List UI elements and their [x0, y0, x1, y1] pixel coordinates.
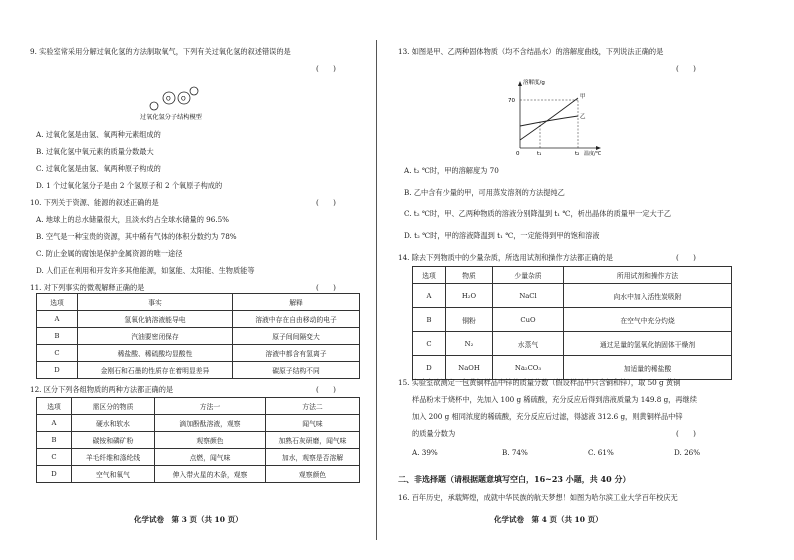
- q14-stem: 14. 除去下列物质中的少量杂质，所选用试剂和操作方法都正确的是: [398, 253, 613, 262]
- header-cell: 方法一: [155, 398, 266, 415]
- table-cell: C: [37, 449, 72, 466]
- table-row: [37, 432, 360, 449]
- table-cell: 加熟石灰研磨，闻气味: [266, 432, 360, 449]
- table-row: [413, 332, 732, 356]
- q10-answer-paren: ( ): [316, 198, 336, 207]
- table-cell: N₂: [446, 332, 493, 356]
- q13-option-d: D. t₂ ℃时，甲的溶液降温到 t₁ ℃，一定能得到甲的饱和溶液: [404, 231, 600, 240]
- q9-stem: 9. 实验室常采用分解过氧化氢的方法制取氧气，下列有关过氧化氢的叙述错误的是: [30, 47, 291, 56]
- table-cell: 通过足量的氢氧化钠固体干燥剂: [564, 332, 732, 356]
- table-cell: 加水，观察是否溶解: [266, 449, 360, 466]
- header-cell: 物质: [446, 267, 493, 284]
- q9-answer-paren: ( ): [316, 64, 336, 73]
- header-cell: 少量杂质: [493, 267, 564, 284]
- table-cell: C: [413, 332, 446, 356]
- table-cell: 溶液中都含有氢离子: [233, 345, 360, 362]
- table-row: [413, 284, 732, 308]
- table-cell: B: [413, 308, 446, 332]
- q15-option-a: A. 39%: [412, 448, 438, 457]
- h-atom-right: [190, 87, 198, 95]
- table-row: [413, 356, 732, 380]
- table-row: [37, 311, 360, 328]
- q9-option-b: B. 过氧化氢中氧元素的质量分数最大: [36, 147, 154, 156]
- table-cell: 羊毛纤维和涤纶线: [72, 449, 155, 466]
- header-cell: 选项: [37, 294, 78, 311]
- q12-stem: 12. 区分下列各组物质的两种方法都正确的是: [30, 385, 174, 394]
- tick-t2: t₂: [575, 151, 580, 157]
- table-cell: 点燃，闻气味: [155, 449, 266, 466]
- table-cell: 在空气中充分灼烧: [564, 308, 732, 332]
- q9-option-d: D. 1 个过氧化氢分子是由 2 个氢原子和 2 个氧原子构成的: [36, 181, 223, 190]
- y-axis-label: 溶解度/g: [523, 80, 545, 86]
- q13-option-a: A. t₂ ℃时，甲的溶解度为 70: [404, 166, 499, 175]
- q15-line-1: 15. 实验室欲测定一包黄铜样品中锌的质量分数（假设样品中只含铜和锌），取 50 g 黄铜: [398, 378, 681, 387]
- table-cell: 滴加酚酞溶液，观察: [155, 415, 266, 432]
- table-row: [37, 466, 360, 483]
- curve-jia-label: 甲: [580, 94, 586, 100]
- q15-option-b: B. 74%: [502, 448, 528, 457]
- tick-70: 70: [508, 98, 515, 104]
- table-cell: 闻气味: [266, 415, 360, 432]
- curve-yi-label: 乙: [580, 114, 586, 120]
- q13-option-b: B. 乙中含有少量的甲，可用蒸发溶剂的方法提纯乙: [404, 188, 565, 197]
- x-axis-label: 温度/℃: [584, 151, 602, 157]
- table-header-row: [413, 267, 732, 284]
- header-cell: 方法二: [266, 398, 360, 415]
- solubility-curve-graph: [506, 76, 606, 158]
- table-row: [413, 308, 732, 332]
- table-cell: H₂O: [446, 284, 493, 308]
- q10-option-a: A. 地球上的总水储量很大，且淡水约占全球水储量的 96.5%: [36, 215, 230, 224]
- table-cell: A: [37, 311, 78, 328]
- page-4-footer: 化学试卷 第 4 页（共 10 页）: [494, 515, 603, 524]
- header-cell: 选项: [413, 267, 446, 284]
- table-cell: A: [413, 284, 446, 308]
- q9-option-c: C. 过氧化氢是由氢、氧两种原子构成的: [36, 164, 161, 173]
- table-header-row: [37, 294, 360, 311]
- q11-stem: 11. 对下列事实的微观解释正确的是: [30, 283, 145, 292]
- q13-stem: 13. 如图是甲、乙两种固体物质（均不含结晶水）的溶解度曲线，下列说法正确的是: [398, 47, 664, 56]
- q13-answer-paren: ( ): [676, 64, 696, 73]
- q15-line-2: 样品粉末于烧杯中，先加入 100 g 稀硫酸，充分反应后得到溶液质量为 149.8 g，再继续: [412, 395, 697, 404]
- page-4: [398, 0, 748, 560]
- curve-jia: [520, 98, 578, 140]
- table-row: [37, 415, 360, 432]
- q14-answer-paren: ( ): [676, 253, 696, 262]
- table-cell: 汽油要密闭保存: [78, 328, 233, 345]
- page-3-footer: 化学试卷 第 3 页（共 10 页）: [134, 515, 243, 524]
- page-divider: [376, 40, 377, 540]
- q16-stem: 16. 百年历史，承载辉煌，成就中华民族的航天梦想！如图为哈尔滨工业大学百年校庆无: [398, 493, 678, 502]
- origin-label: 0: [516, 151, 520, 157]
- table-cell: 原子间间隔变大: [233, 328, 360, 345]
- header-cell: 解释: [233, 294, 360, 311]
- q11-table: [36, 293, 360, 379]
- table-cell: 向水中加入活性炭吸附: [564, 284, 732, 308]
- x-axis-arrow: [596, 146, 601, 150]
- table-cell: 稀盐酸、稀硫酸均显酸性: [78, 345, 233, 362]
- table-cell: NaOH: [446, 356, 493, 380]
- table-row: [37, 362, 360, 379]
- q15-line-3: 加入 200 g 相同浓度的稀硫酸，充分反应后过滤，得滤液 312.6 g，则黄铜样品中锌: [412, 412, 683, 421]
- q12-answer-paren: ( ): [316, 385, 336, 394]
- q10-option-d: D. 人们正在利用和开发许多其他能源，如氢能、太阳能、生物质能等: [36, 266, 255, 275]
- q10-option-c: C. 防止金属的腐蚀是保护金属资源的唯一途径: [36, 249, 183, 258]
- o-label-right: O: [181, 95, 186, 103]
- q15-option-c: C. 61%: [588, 448, 614, 457]
- q15-option-d: D. 26%: [674, 448, 701, 457]
- header-cell: 选项: [37, 398, 72, 415]
- table-cell: 加适量的稀盐酸: [564, 356, 732, 380]
- table-cell: 硬水和软水: [72, 415, 155, 432]
- table-row: [37, 449, 360, 466]
- table-cell: 空气和氧气: [72, 466, 155, 483]
- q10-option-b: B. 空气是一种宝贵的资源，其中稀有气体的体积分数约为 78%: [36, 232, 237, 241]
- table-cell: D: [413, 356, 446, 380]
- table-cell: D: [37, 466, 72, 483]
- table-cell: Na₂CO₃: [493, 356, 564, 380]
- o-label-left: O: [166, 95, 171, 103]
- table-cell: 铜粉: [446, 308, 493, 332]
- page-3: [30, 0, 360, 560]
- q10-stem: 10. 下列关于资源、能源的叙述正确的是: [30, 198, 159, 207]
- table-cell: 氢氧化钠溶液能导电: [78, 311, 233, 328]
- table-row: [37, 345, 360, 362]
- table-cell: B: [37, 432, 72, 449]
- header-cell: 事实: [78, 294, 233, 311]
- table-cell: A: [37, 415, 72, 432]
- curve-yi: [520, 116, 578, 126]
- table-cell: 金刚石和石墨的性质存在着明显差异: [78, 362, 233, 379]
- table-row: [37, 328, 360, 345]
- h-atom-left: [150, 102, 158, 110]
- q15-line-4: 的质量分数为: [412, 429, 456, 438]
- molecule-caption: 过氧化氢分子结构模型: [140, 114, 202, 121]
- table-cell: 碳铵和磷矿粉: [72, 432, 155, 449]
- q14-table: [412, 266, 732, 380]
- table-cell: 溶液中存在自由移动的电子: [233, 311, 360, 328]
- table-cell: C: [37, 345, 78, 362]
- table-cell: 碳原子结构不同: [233, 362, 360, 379]
- section-2-heading: 二、非选择题（请根据题意填写空白，16~23 小题，共 40 分）: [398, 474, 631, 484]
- header-cell: 所用试剂和操作方法: [564, 267, 732, 284]
- table-cell: NaCl: [493, 284, 564, 308]
- q13-option-c: C. t₂ ℃时，甲、乙两种物质的溶液分别降温到 t₁ ℃，析出晶体的质量甲一定大于乙: [404, 209, 672, 218]
- y-axis-arrow: [518, 81, 522, 86]
- table-cell: 观察颜色: [155, 432, 266, 449]
- peroxide-molecule-model: [140, 86, 260, 124]
- q11-answer-paren: ( ): [316, 283, 336, 292]
- table-cell: D: [37, 362, 78, 379]
- tick-t1: t₁: [537, 151, 542, 157]
- q15-answer-paren: ( ): [676, 429, 696, 438]
- table-cell: CuO: [493, 308, 564, 332]
- q9-option-a: A. 过氧化氢是由氢、氧两种元素组成的: [36, 130, 161, 139]
- table-cell: B: [37, 328, 78, 345]
- table-cell: 伸入带火星的木条，观察: [155, 466, 266, 483]
- table-cell: 水蒸气: [493, 332, 564, 356]
- header-cell: 需区分的物质: [72, 398, 155, 415]
- table-cell: 观察颜色: [266, 466, 360, 483]
- q12-table: [36, 397, 360, 483]
- table-header-row: [37, 398, 360, 415]
